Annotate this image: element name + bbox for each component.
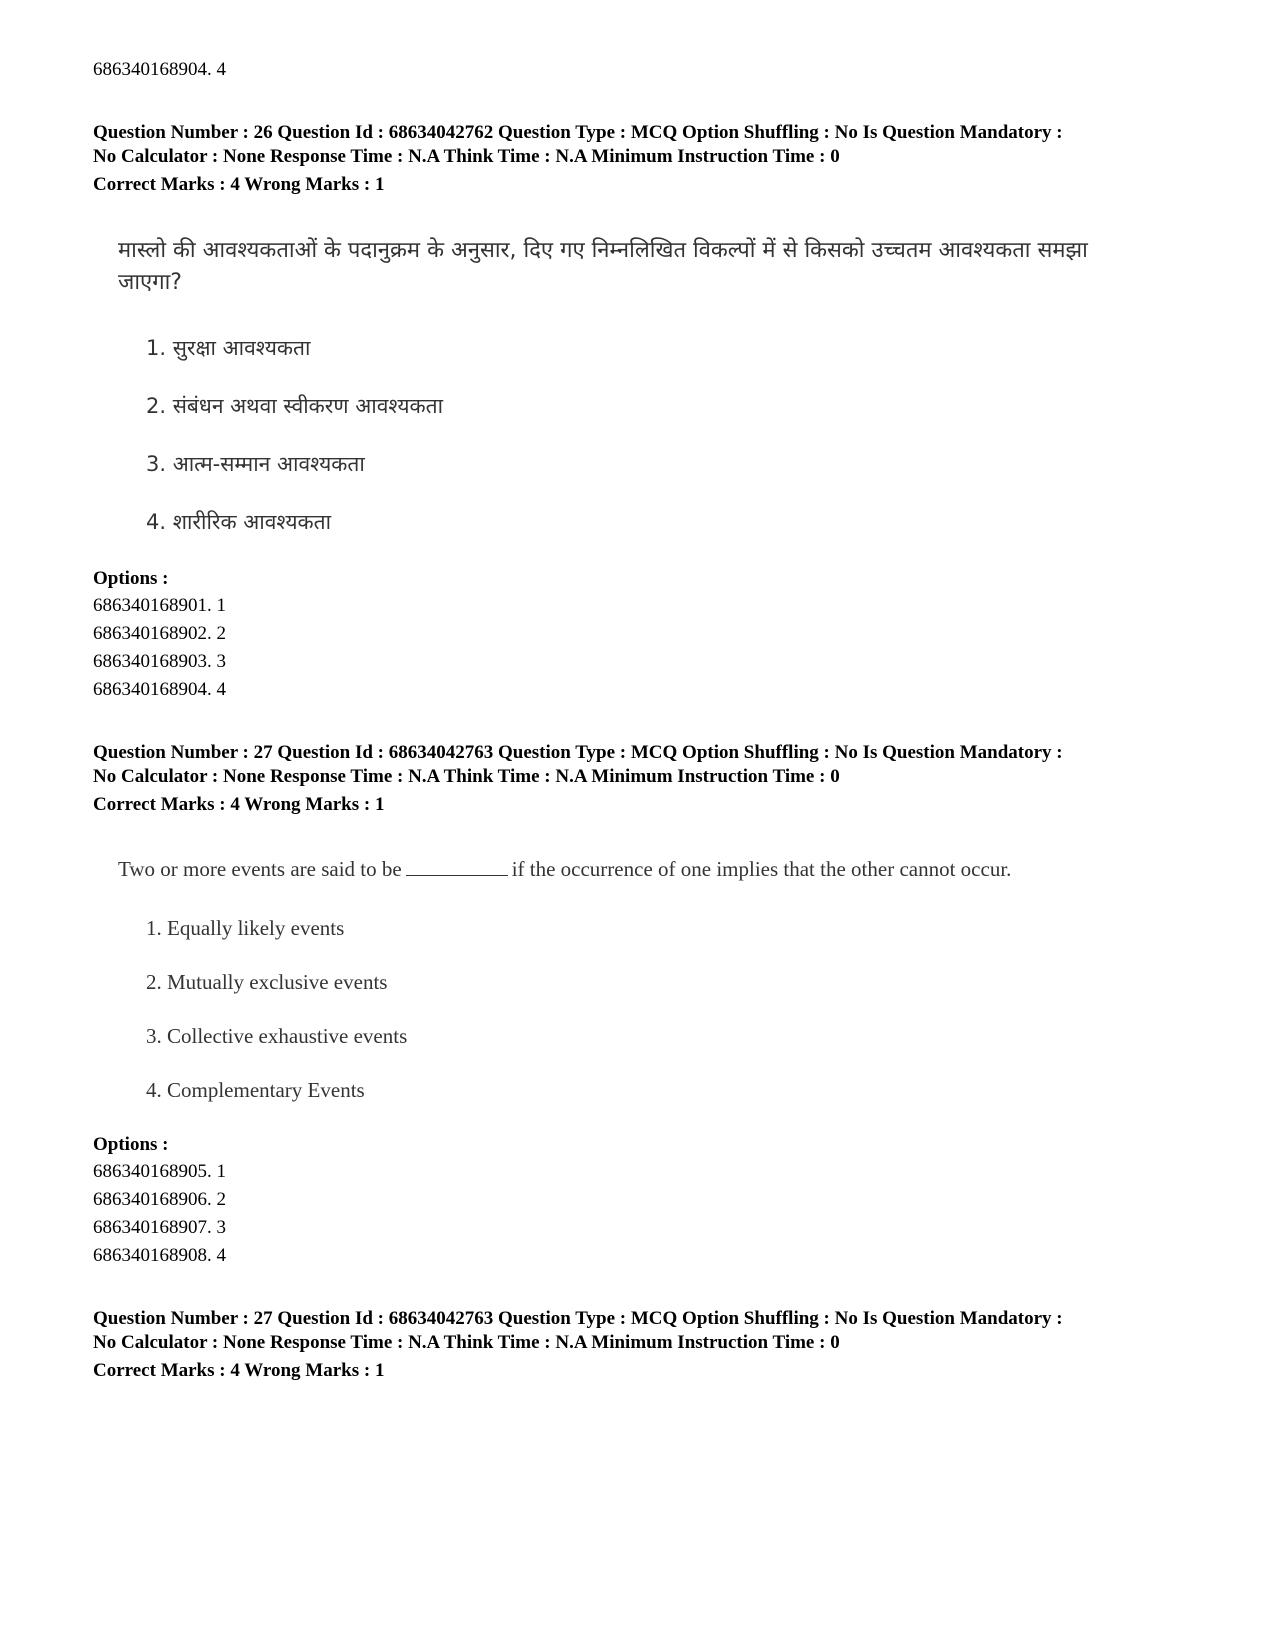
question-image-content: [118, 855, 1203, 1117]
question-header-line-1: Question Number : 27 Question Id : 68634042763 Question Type : MCQ Option Shuffling : No Is Question Mandatory :: [93, 742, 1063, 763]
question-block-26: [93, 121, 1203, 704]
question-stem: [118, 855, 1203, 883]
options-list: [93, 592, 1203, 704]
question-image-content: [118, 235, 1203, 551]
choice-list: [118, 901, 1203, 1117]
question-header-line-2: No Calculator : None Response Time : N.A Think Time : N.A Minimum Instruction Time : 0: [93, 766, 840, 787]
marks-line: Correct Marks : 4 Wrong Marks : 1: [93, 1360, 385, 1381]
question-header-line-1: Question Number : 27 Question Id : 68634042763 Question Type : MCQ Option Shuffling : No Is Question Mandatory :: [93, 1308, 1063, 1329]
option-id-item: 686340168902. 2: [93, 623, 226, 644]
choice-item: 4. शारीरिक आवश्यकता: [146, 510, 332, 534]
choice-list: [118, 319, 1203, 551]
option-id-item: 686340168908. 4: [93, 1245, 226, 1266]
option-id-item: 686340168907. 3: [93, 1217, 226, 1238]
marks-line: Correct Marks : 4 Wrong Marks : 1: [93, 174, 385, 195]
question-header: [93, 121, 1203, 169]
choice-item: 1. सुरक्षा आवश्यकता: [146, 336, 311, 360]
options-label: Options :: [93, 1134, 169, 1155]
document-page: [93, 58, 1203, 1383]
question-stem: मास्लो की आवश्यकताओं के पदानुक्रम के अनुसार, दिए गए निम्नलिखित विकल्पों में से किसको उच्चतम आवश्यकता समझा जाएगा?: [118, 238, 1088, 295]
option-id-item: 686340168903. 3: [93, 651, 226, 672]
question-header: [93, 1307, 1203, 1355]
choice-item: 2. संबंधन अथवा स्वीकरण आवश्यकता: [146, 394, 444, 418]
choice-item: 2. Mutually exclusive events: [146, 970, 388, 994]
choice-item: 4. Complementary Events: [146, 1078, 365, 1102]
question-header-line-2: No Calculator : None Response Time : N.A Think Time : N.A Minimum Instruction Time : 0: [93, 1332, 840, 1353]
option-id-item: 686340168905. 1: [93, 1161, 226, 1182]
question-header-line-2: No Calculator : None Response Time : N.A Think Time : N.A Minimum Instruction Time : 0: [93, 146, 840, 167]
option-id-item: 686340168901. 1: [93, 595, 226, 616]
previous-option-fragment: 686340168904. 4: [93, 59, 226, 80]
options-label: Options :: [93, 568, 169, 589]
choice-item: 3. आत्म-सम्मान आवश्यकता: [146, 452, 365, 476]
choice-item: 3. Collective exhaustive events: [146, 1024, 408, 1048]
fill-in-blank: [406, 857, 508, 876]
question-stem-before-blank: Two or more events are said to be: [118, 857, 402, 881]
option-id-item: 686340168906. 2: [93, 1189, 226, 1210]
question-header: [93, 741, 1203, 789]
question-header-line-1: Question Number : 26 Question Id : 68634042762 Question Type : MCQ Option Shuffling : No Is Question Mandatory :: [93, 122, 1063, 143]
options-list: [93, 1158, 1203, 1270]
option-id-item: 686340168904. 4: [93, 679, 226, 700]
question-stem-after-blank: if the occurrence of one implies that the other cannot occur.: [511, 857, 1012, 881]
marks-line: Correct Marks : 4 Wrong Marks : 1: [93, 794, 385, 815]
choice-item: 1. Equally likely events: [146, 916, 345, 940]
question-block-next: [93, 1307, 1203, 1383]
question-block-27: [93, 741, 1203, 1270]
